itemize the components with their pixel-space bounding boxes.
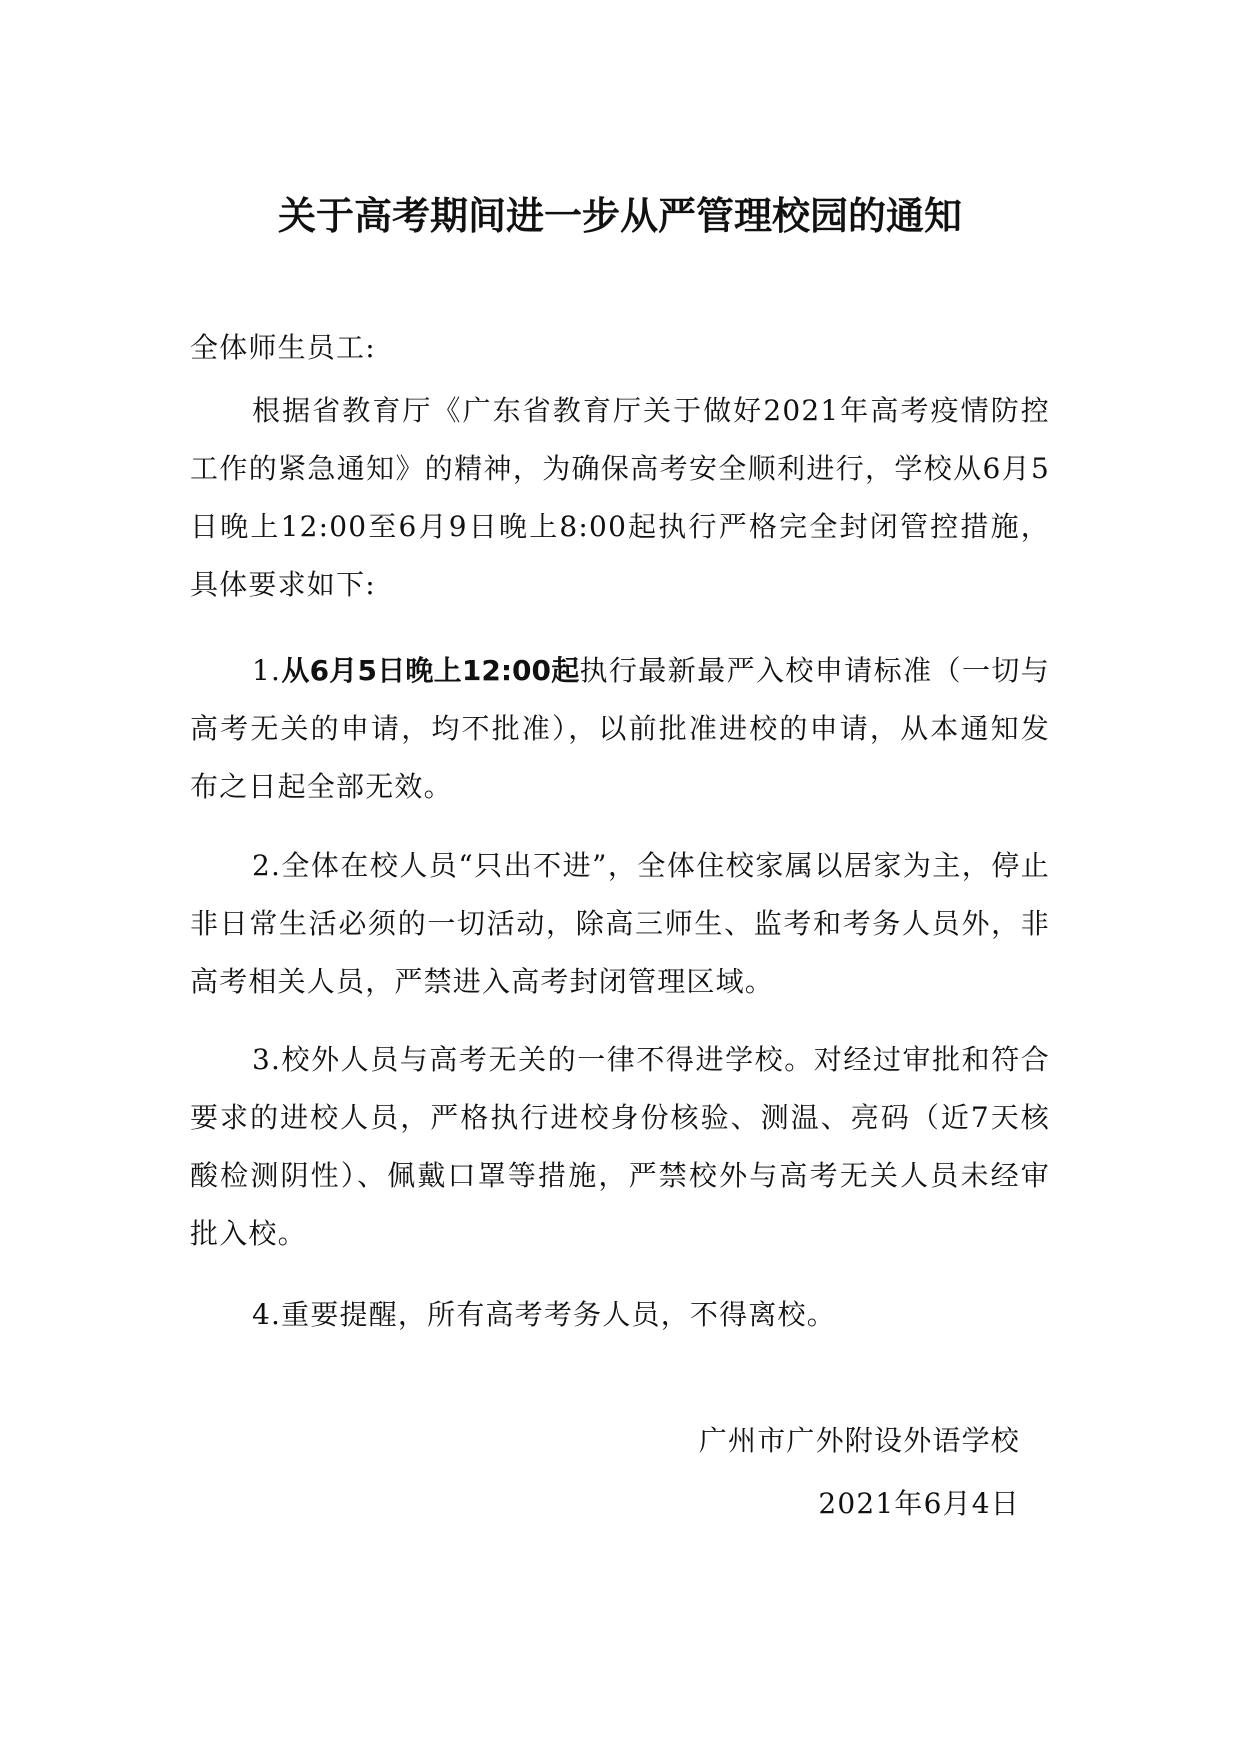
item-number: 2. bbox=[252, 849, 282, 882]
item-number: 3. bbox=[252, 1043, 282, 1076]
item-text: 执行最新最严入校申请标准（一切与高考无关的申请，均不批准），以前批准进校的申请，从本通知发布之日起全部无效。 bbox=[190, 654, 1051, 803]
intro-paragraph: 根据省教育厅《广东省教育厅关于做好2021年高考疫情防控工作的紧急通知》的精神，为确保高考安全顺利进行，学校从6月5日晚上12:00至6月9日晚上8:00起执行严格完全封闭管控措施，具体要求如下: bbox=[190, 394, 1050, 601]
item-number: 4. bbox=[252, 1298, 282, 1331]
item-emphasis: 从6月5日晚上12:00起 bbox=[281, 654, 580, 687]
requirement-item-4 bbox=[190, 1286, 1050, 1344]
item-number: 1. bbox=[252, 654, 282, 687]
item-text: 校外人员与高考无关的一律不得进学校。对经过审批和符合要求的进校人员，严格执行进校身份核验、测温、亮码（近7天核酸检测阴性）、佩戴口罩等措施，严禁校外与高考无关人员未经审批入校。 bbox=[190, 1043, 1050, 1250]
item-text: 全体在校人员“只出不进”，全体住校家属以居家为主，停止非日常生活必须的一切活动，除高三师生、监考和考务人员外，非高考相关人员，严禁进入高考封闭管理区域。 bbox=[190, 849, 1050, 998]
document-title: 关于高考期间进一步从严管理校园的通知 bbox=[277, 193, 962, 238]
item-text: 重要提醒，所有高考考务人员，不得离校。 bbox=[281, 1298, 836, 1331]
signature-date: 2021年6月4日 bbox=[818, 1487, 1020, 1520]
signature-organization: 广州市广外附设外语学校 bbox=[698, 1424, 1020, 1457]
salutation: 全体师生员工: bbox=[190, 331, 376, 364]
requirement-item-3 bbox=[190, 1031, 1050, 1263]
requirement-item-1 bbox=[190, 642, 1050, 816]
requirement-item-2 bbox=[190, 837, 1050, 1011]
